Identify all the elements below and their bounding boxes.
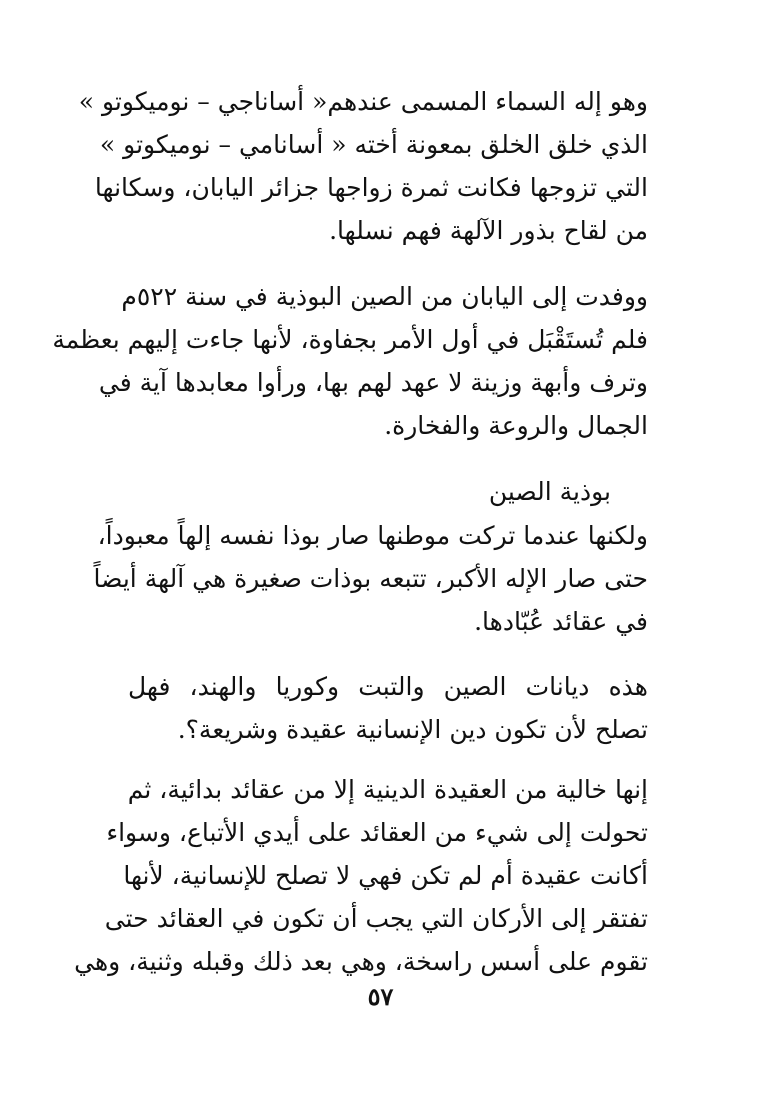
page-number: ٥٧ (367, 982, 394, 1011)
paragraph-2 (52, 275, 648, 447)
text-line: تحولت إلى شيء من العقائد على أيدي الأتباع، وسواء (106, 818, 648, 847)
text-line: تصلح لأن تكون دين الإنسانية عقيدة وشريعة؟. (177, 715, 648, 744)
text-line: تفتقر إلى الأركان التي يجب أن تكون في العقائد حتى (104, 904, 648, 933)
text-line: هذه ديانات الصين والتبت وكوريا والهند، فهل (128, 672, 648, 701)
text-line: تقوم على أسس راسخة، وهي بعد ذلك وقبله وثنية، وهي (74, 947, 648, 976)
text-line: الجمال والروعة والفخارة. (384, 411, 648, 440)
text-line: حتى صار الإله الأكبر، تتبعه بوذات صغيرة هي آلهة أيضاً (93, 564, 648, 593)
paragraph-3 (93, 514, 648, 643)
text-line: إنها خالية من العقيدة الدينية إلا من عقائد بدائية، ثم (127, 775, 648, 804)
text-line: ولكنها عندما تركت موطنها صار بوذا نفسه إلهاً معبوداً، (97, 521, 648, 550)
paragraph-4 (128, 665, 648, 751)
text-line: الذي خلق الخلق بمعونة أخته « أسانامي – نوميكوتو » (99, 130, 648, 159)
text-line: من لقاح بذور الآلهة فهم نسلها. (329, 216, 648, 245)
text-line: وترف وأبهة وزينة لا عهد لهم بها، ورأوا معابدها آية في (98, 368, 648, 397)
paragraph-5 (74, 768, 648, 983)
text-line: التي تزوجها فكانت ثمرة زواجها جزائر اليابان، وسكانها (94, 173, 648, 202)
text-line: ووفدت إلى اليابان من الصين البوذية في سنة ٥٢٢م (121, 282, 648, 311)
text-line: وهو إله السماء المسمى عندهم« أساناجي – نوميكوتو » (78, 87, 648, 116)
text-line: فلم تُستَقْبَل في أول الأمر بجفاوة، لأنها جاءت إليهم بعظمة (52, 325, 648, 354)
paragraph-1 (78, 80, 648, 252)
section-heading: بوذية الصين (488, 477, 611, 506)
text-line: أكانت عقيدة أم لم تكن فهي لا تصلح للإنسانية، لأنها (123, 861, 648, 890)
text-line: في عقائد عُبّادها. (474, 607, 648, 636)
